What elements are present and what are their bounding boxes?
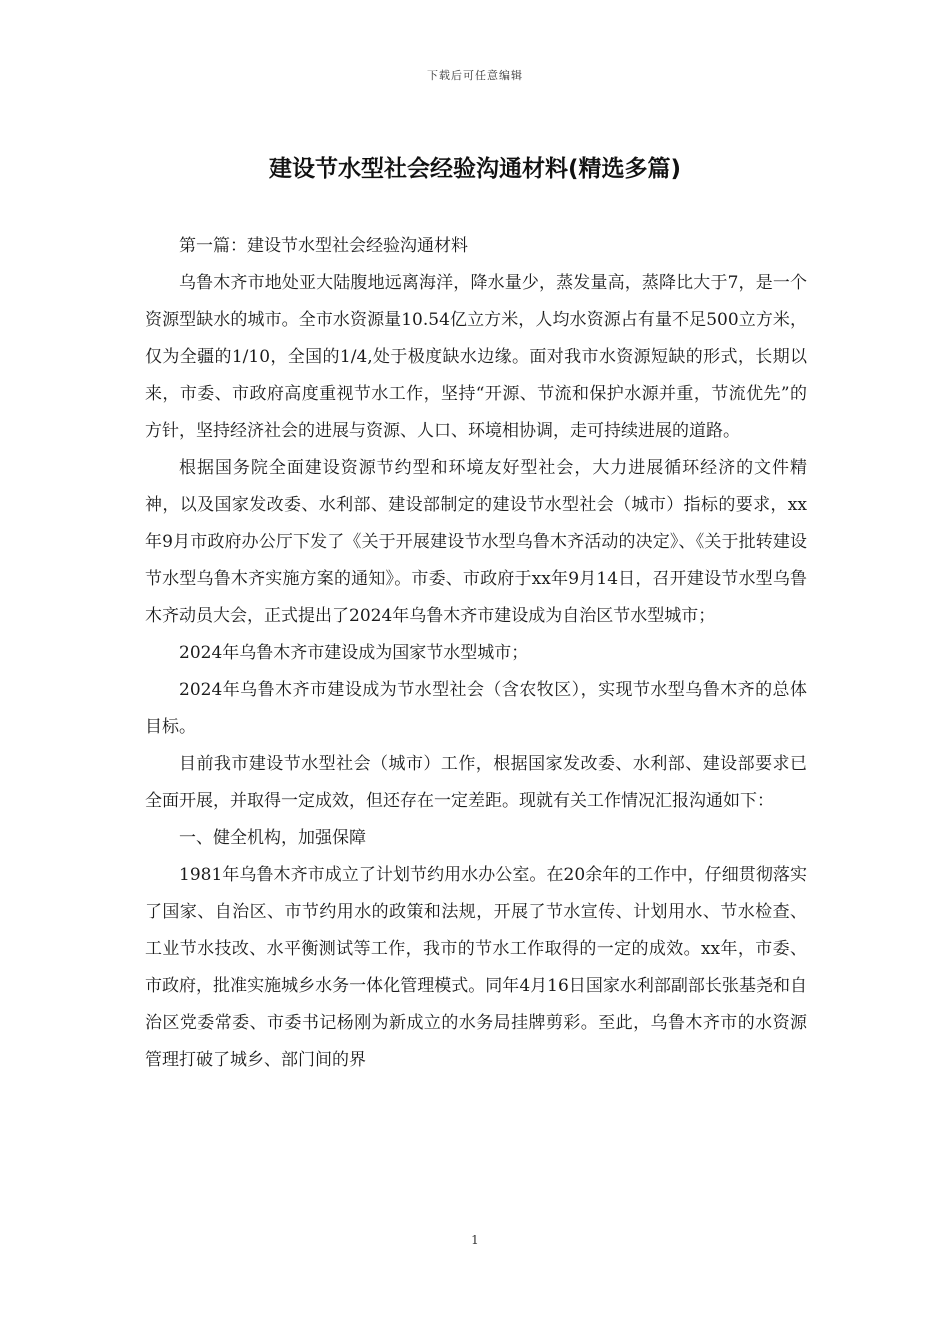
document-body <box>145 228 807 1079</box>
body-paragraph: 1981年乌鲁木齐市成立了计划节约用水办公室。在20余年的工作中，仔细贯彻落实了国家、自治区、市节约用水的政策和法规，开展了节水宣传、计划用水、节水检查、工业节水技改、水平衡测试等工作，我市的节水工作取得的一定的成效。xx年，市委、市政府，批准实施城乡水务一体化管理模式。同年4月16日国家水利部副部长张基尧和自治区党委常委、市委书记杨刚为新成立的水务局挂牌剪彩。至此，乌鲁木齐市的水资源管理打破了城乡、部门间的界 <box>145 865 807 1070</box>
body-paragraph: 乌鲁木齐市地处亚大陆腹地远离海洋，降水量少，蒸发量高，蒸降比大于7，是一个资源型缺水的城市。全市水资源量10.54亿立方米，人均水资源占有量不足500立方米，仅为全疆的1/10，全国的1/4,处于极度缺水边缘。面对我市水资源短缺的形式，长期以来，市委、市政府高度重视节水工作，坚持“开源、节流和保护水源并重，节流优先”的方针，坚持经济社会的进展与资源、人口、环境相协调，走可持续进展的道路。 <box>145 273 807 441</box>
body-paragraph: 2024年乌鲁木齐市建设成为国家节水型城市； <box>179 643 529 663</box>
page-number: 1 <box>471 1233 479 1247</box>
section-heading: 第一篇：建设节水型社会经验沟通材料 <box>179 236 468 256</box>
body-paragraph: 目前我市建设节水型社会（城市）工作，根据国家发改委、水利部、建设部要求已全面开展，并取得一定成效，但还存在一定差距。现就有关工作情况汇报沟通如下： <box>145 754 807 811</box>
subsection-heading: 一、健全机构，加强保障 <box>179 828 366 848</box>
body-paragraph: 2024年乌鲁木齐市建设成为节水型社会（含农牧区），实现节水型乌鲁木齐的总体目标。 <box>145 680 807 737</box>
header-note: 下载后可任意编辑 <box>427 69 523 82</box>
document-title: 建设节水型社会经验沟通材料(精选多篇) <box>268 156 682 182</box>
body-paragraph: 根据国务院全面建设资源节约型和环境友好型社会，大力进展循环经济的文件精神，以及国家发改委、水利部、建设部制定的建设节水型社会（城市）指标的要求，xx年9月市政府办公厅下发了《关于开展建设节水型乌鲁木齐活动的决定》、《关于批转建设节水型乌鲁木齐实施方案的通知》。市委、市政府于xx年9月14日，召开建设节水型乌鲁木齐动员大会，正式提出了2024年乌鲁木齐市建设成为自治区节水型城市； <box>145 458 807 626</box>
